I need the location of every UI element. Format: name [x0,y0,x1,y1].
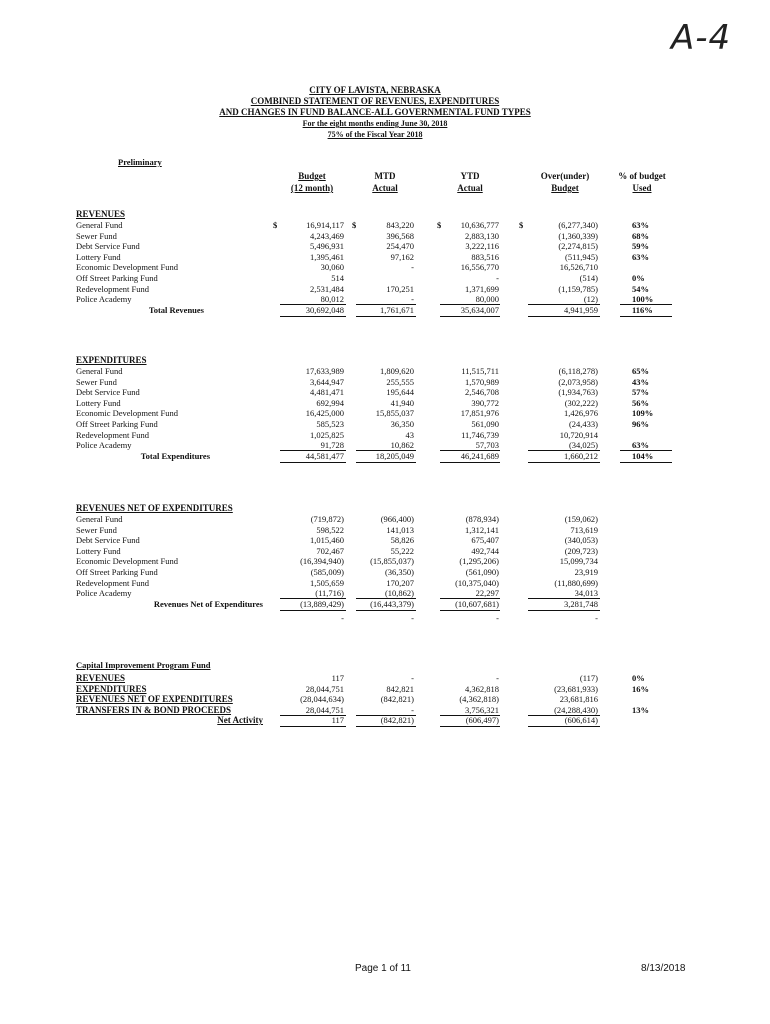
cell-over: (514) [579,273,598,283]
page-number: Page 1 of 11 [355,963,411,974]
total-rule-pct [620,316,672,317]
total-revenues-label: Total Revenues [148,304,204,315]
cell-over: (6,118,278) [558,366,598,376]
cell-budget: (16,394,940) [300,556,344,567]
cip-row-label: TRANSFERS IN & BOND PROCEEDS [76,704,232,715]
cell-mtd: 141,013 [386,524,414,535]
cell-budget: 44,581,477 [305,450,344,461]
cell-ytd: 46,241,689 [460,450,499,461]
cell-pct: 100% [632,294,654,305]
cell-mtd: 43 [405,429,414,440]
cell-ytd: 492,744 [471,545,499,556]
cip-row-label: REVENUES [76,673,126,683]
cell-ytd: (1,295,206) [459,556,499,567]
cell-budget: 16,425,000 [305,408,344,419]
total-rule-over [528,462,600,463]
cell-ytd: 2,883,130 [465,230,499,241]
row-label: Police Academy [76,440,132,451]
total-rule-mtd [356,316,416,317]
cell-mtd: 55,222 [390,545,414,556]
cell-mtd: 15,855,037 [375,408,414,419]
cell-mtd: 255,555 [386,376,414,387]
row-label: Sewer Fund [76,230,117,241]
col-header-over-under: Over(under) Budget [540,171,590,193]
cell-over: 3,281,748 [564,598,598,609]
cell-over: (1,360,339) [558,230,598,241]
cell-over: 4,941,959 [564,304,598,315]
title-city: CITY OF LAVISTA, NEBRASKA [309,85,441,95]
cell-budget: 4,243,469 [310,230,344,241]
cell-ytd: - [496,612,499,623]
col-header-ytd: YTD Actual [457,171,483,193]
total-rule-over [528,316,600,317]
total-rule-mtd [356,610,416,611]
cell-mtd: (842,821) [380,715,414,726]
cell-ytd: (878,934) [465,514,499,524]
cell-pct: 13% [632,704,649,715]
cell-over: (340,053) [564,535,598,546]
cell-ytd: - [496,273,499,283]
cell-mtd: 58,826 [390,535,414,546]
cell-over: 10,720,914 [559,429,598,440]
cell-mtd: (15,855,037) [370,556,414,567]
cell-over: 1,426,976 [564,408,598,419]
cell-pct: 104% [632,450,654,461]
currency-symbol: $ [437,220,442,230]
cell-pct: 63% [632,251,649,262]
cell-mtd: - [411,612,414,623]
cell-mtd: 842,821 [386,683,414,694]
cell-mtd: (36,350) [384,567,414,577]
cell-ytd: 11,515,711 [461,366,499,376]
total-rule-pct [620,462,672,463]
row-label: Lottery Fund [76,545,121,556]
cell-mtd: 1,761,671 [380,304,414,315]
cell-budget: 91,728 [320,440,344,451]
row-label: General Fund [76,514,123,524]
cell-ytd: (10,375,040) [455,577,499,588]
cell-ytd: 1,312,141 [465,524,499,535]
cell-over: 1,660,212 [564,450,598,461]
row-label: Economic Development Fund [76,262,178,273]
cell-mtd: (10,862) [384,588,414,599]
cell-ytd: 3,756,321 [465,704,499,715]
cell-ytd: 4,362,818 [465,683,499,694]
cip-heading: Capital Improvement Program Fund [76,660,211,670]
cell-over: (23,681,933) [554,683,598,694]
row-label: Debt Service Fund [76,387,140,398]
total-rule-ytd [440,610,500,611]
row-label: Redevelopment Fund [76,577,149,588]
row-label: General Fund [76,366,123,376]
cell-budget: - [341,612,344,623]
cell-budget: 117 [331,715,344,726]
total-net-label: Revenues Net of Expenditures [153,598,263,609]
title-period: For the eight months ending June 30, 2018 [302,119,448,128]
cell-pct: 57% [632,387,649,398]
cell-budget: 28,044,751 [305,683,344,694]
cell-ytd: 16,556,770 [460,262,499,273]
currency-symbol: $ [273,220,278,230]
cell-budget: 3,644,947 [310,376,344,387]
total-expenditures-label: Total Expenditures [140,450,210,461]
row-label: Redevelopment Fund [76,283,149,294]
cell-mtd: - [411,704,414,715]
cip-row-label: REVENUES NET OF EXPENDITURES [76,694,233,705]
currency-symbol: $ [352,220,357,230]
cell-ytd: 22,297 [475,588,499,599]
cell-budget: 1,015,460 [310,535,344,546]
total-rule-mtd [356,462,416,463]
cell-budget: 30,692,048 [305,304,344,315]
cell-over: 23,919 [574,567,598,577]
row-label: Off Street Parking Fund [76,567,158,577]
cell-pct: 116% [632,304,653,315]
title-statement: COMBINED STATEMENT OF REVENUES, EXPENDITURES [250,96,500,106]
cell-mtd: - [411,673,414,683]
row-label: Economic Development Fund [76,556,178,567]
total-rule-budget [280,462,346,463]
total-rule-ytd [440,462,500,463]
cell-budget: 1,395,461 [310,251,344,262]
cell-mtd: (842,821) [380,694,414,705]
total-rule-ytd [440,726,500,727]
net-heading: REVENUES NET OF EXPENDITURES [76,503,233,513]
cell-budget: (13,889,429) [300,598,344,609]
cell-pct: 0% [632,673,645,683]
row-label: Debt Service Fund [76,535,140,546]
cell-over: (34,025) [568,440,598,451]
cell-pct: 63% [632,220,649,230]
cell-ytd: 1,570,989 [465,376,499,387]
total-rule-ytd [440,316,500,317]
cell-pct: 54% [632,283,649,294]
cell-pct: 96% [632,419,649,429]
cell-over: (511,945) [565,251,598,262]
cell-budget: 30,060 [320,262,344,273]
row-label: General Fund [76,220,123,230]
cell-over: (6,277,340) [558,220,598,230]
cell-mtd: 10,862 [390,440,414,451]
row-label: Lottery Fund [76,397,121,408]
net-activity-label: Net Activity [217,715,263,726]
cell-pct: 0% [632,273,645,283]
col-header-mtd: MTD Actual [372,171,398,193]
cell-mtd: 396,568 [386,230,414,241]
report-date: 8/13/2018 [641,963,686,974]
cell-mtd: 18,205,049 [375,450,414,461]
cell-budget: (11,716) [315,588,344,599]
cell-mtd: - [411,262,414,273]
cell-mtd: 254,470 [386,241,414,252]
cell-over: (2,274,815) [558,241,598,252]
cell-mtd: 41,940 [390,397,414,408]
cell-budget: 585,523 [316,419,344,429]
cell-budget: 514 [331,273,344,283]
cell-over: 15,099,734 [559,556,598,567]
cell-budget: 692,994 [316,397,344,408]
row-label: Police Academy [76,588,132,599]
cip-row-label: EXPENDITURES [76,683,147,694]
cell-mtd: 195,644 [386,387,414,398]
row-label: Lottery Fund [76,251,121,262]
cell-budget: 117 [331,673,344,683]
row-label: Off Street Parking Fund [76,419,158,429]
cell-over: (117) [579,673,598,683]
cell-over: (209,723) [564,545,598,556]
cell-pct: 16% [632,683,649,694]
cell-over: 16,526,710 [559,262,598,273]
cell-ytd: (4,362,818) [459,694,499,705]
total-rule-budget [280,726,346,727]
cell-pct: 56% [632,397,649,408]
cell-budget: 4,481,471 [310,387,344,398]
col-header-pct: % of budget Used [618,171,666,193]
cell-over: 34,013 [574,588,598,599]
row-label: Sewer Fund [76,524,117,535]
row-label: Debt Service Fund [76,241,140,252]
cell-ytd: 17,851,976 [460,408,499,419]
cell-over: (302,222) [564,397,598,408]
cell-budget: (28,044,634) [300,694,344,705]
title-fiscal: 75% of the Fiscal Year 2018 [327,130,423,139]
cell-over: (12) [583,294,598,305]
cell-pct: 43% [632,376,649,387]
cell-mtd: 36,350 [390,419,414,429]
cell-mtd: (966,400) [380,514,414,524]
cell-over: 23,681,816 [559,694,598,705]
total-rule-budget [280,316,346,317]
row-label: Police Academy [76,294,132,305]
cell-ytd: 57,703 [475,440,499,451]
cell-ytd: 11,746,739 [461,429,499,440]
cell-over: (606,614) [564,715,598,726]
cell-budget: (585,009) [310,567,344,577]
cell-ytd: - [496,673,499,683]
cell-ytd: 675,407 [471,535,499,546]
cell-mtd: 1,809,620 [380,366,414,376]
cell-ytd: 1,371,699 [465,283,499,294]
cell-pct: 59% [632,241,649,252]
cell-pct: 65% [632,366,649,376]
total-rule-mtd [356,726,416,727]
title-changes: AND CHANGES IN FUND BALANCE-ALL GOVERNMENTAL FUND TYPES [219,107,531,117]
cell-mtd: 843,220 [386,220,414,230]
cell-mtd: 97,162 [390,251,414,262]
cell-budget: 598,522 [316,524,344,535]
cell-ytd: 80,000 [475,294,499,305]
cell-budget: 1,505,659 [310,577,344,588]
cell-over: (159,062) [564,514,598,524]
cell-over: (1,159,785) [558,283,598,294]
cell-ytd: 35,634,007 [460,304,499,315]
cell-ytd: 883,516 [471,251,499,262]
cell-mtd: (16,443,379) [370,598,414,609]
cell-budget: 28,044,751 [305,704,344,715]
cell-ytd: (561,090) [465,567,499,577]
cell-ytd: (606,497) [465,715,499,726]
expenditures-heading: EXPENDITURES [76,355,147,365]
total-rule-over [528,610,600,611]
total-rule-over [528,726,600,727]
row-label: Sewer Fund [76,376,117,387]
cell-mtd: - [411,294,414,305]
currency-symbol: $ [519,220,524,230]
cell-budget: (719,872) [310,514,344,524]
row-label: Economic Development Fund [76,408,178,419]
cell-over: (24,433) [568,419,598,429]
cell-mtd: 170,251 [386,283,414,294]
cell-ytd: 10,636,777 [460,220,499,230]
cell-budget: 702,467 [316,545,344,556]
cell-over: (2,073,958) [558,376,598,387]
col-header-budget: Budget (12 month) [290,171,334,193]
cell-mtd: 170,207 [386,577,414,588]
preliminary-label: Preliminary [118,157,162,167]
cell-budget: 80,012 [320,294,344,305]
cell-over: (24,288,430) [554,704,598,715]
cell-budget: 1,025,825 [310,429,344,440]
cell-ytd: 3,222,116 [465,241,499,252]
total-rule-budget [280,610,346,611]
cell-ytd: 390,772 [471,397,499,408]
cell-budget: 5,496,931 [310,241,344,252]
cell-pct: 109% [632,408,654,419]
cell-over: - [595,612,598,623]
cell-over: 713,619 [570,524,598,535]
cell-over: (1,934,763) [558,387,598,398]
cell-ytd: (10,607,681) [455,598,499,609]
cell-ytd: 2,546,708 [465,387,499,398]
cell-pct: 63% [632,440,649,451]
row-label: Off Street Parking Fund [76,273,158,283]
cell-budget: 2,531,484 [310,283,344,294]
cell-pct: 68% [632,230,649,241]
cell-ytd: 561,090 [471,419,499,429]
row-label: Redevelopment Fund [76,429,149,440]
cell-over: (11,880,699) [554,577,598,588]
handwritten-page-label: A-4 [671,18,732,58]
cell-budget: 16,914,117 [306,220,344,230]
revenues-heading: REVENUES [76,209,126,219]
cell-budget: 17,633,989 [305,366,344,376]
